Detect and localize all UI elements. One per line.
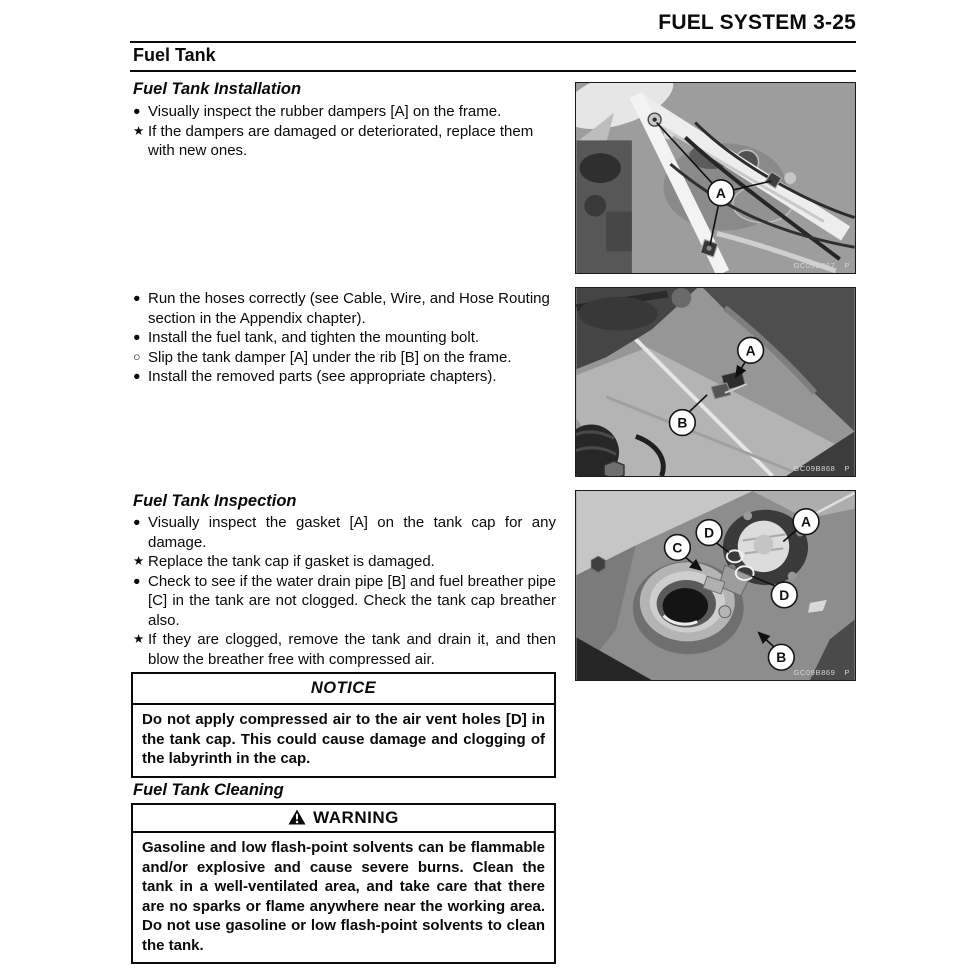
list-item: ● Visually inspect the rubber dampers [A] on the frame. <box>133 103 502 120</box>
photo-code: GC09B868 P <box>793 464 850 473</box>
warning-triangle-icon <box>288 809 306 825</box>
section-title: Fuel Tank <box>133 45 216 65</box>
list-item: ● Install the fuel tank, and tighten the mounting bolt. <box>133 329 480 346</box>
list-item: ○ Slip the tank damper [A] under the rib [B] on the frame. <box>133 348 512 366</box>
notice-header <box>133 674 554 705</box>
cleaning-title: Fuel Tank Cleaning <box>133 781 284 799</box>
warning-body: Gasoline and low flash-point solvents can be flammable and/or explosive and cause severe burns. Clean the tank in a well-ventilated area, and take care that there are no sparks or flame anywhere near the working area. Do not use gasoline or low flash-point solvents to clean the tank. <box>142 839 545 954</box>
installation-title: Fuel Tank Installation <box>133 80 302 98</box>
header-rule <box>130 41 856 43</box>
svg-text:A: A <box>745 342 756 359</box>
notice-body: Do not apply compressed air to the air vent holes [D] in the tank cap. This could cause damage and clogging of the labyrinth in the cap. <box>142 711 545 767</box>
inspection-title: Fuel Tank Inspection <box>133 492 297 510</box>
svg-text:C: C <box>672 539 683 556</box>
warning-header <box>133 805 554 833</box>
list-item: ● Check to see if the water drain pipe [B] and fuel breather pipe [C] in the tank are not clogged. Check the tank cap breather also. <box>133 572 556 629</box>
list-item: ● Visually inspect the gasket [A] on the tank cap for any damage. <box>133 514 556 551</box>
installation-steps-2 <box>133 289 556 387</box>
figure-tank-cap <box>575 490 856 681</box>
photo-code: GC09B869 P <box>793 668 850 677</box>
list-item: ● Run the hoses correctly (see Cable, Wire, and Hose Routing section in the Appendix chapter). <box>133 290 550 327</box>
tank-cap-photo <box>576 491 855 680</box>
notice-title: NOTICE <box>310 679 377 697</box>
inspection-steps <box>133 513 556 669</box>
notice-box <box>131 672 556 778</box>
callout-a <box>738 337 764 363</box>
list-item: ★ Replace the tank cap if gasket is damaged. <box>133 553 435 570</box>
list-item: ★ If they are clogged, remove the tank and drain it, and then blow the breather free with compressed air. <box>133 631 556 668</box>
star-marker: ★ <box>133 632 145 646</box>
figure-damper-rib <box>575 287 856 477</box>
bullet-marker: ● <box>133 369 141 383</box>
star-marker: ★ <box>133 123 145 138</box>
photo-code: GC09B867 P <box>793 261 850 270</box>
bullet-marker: ● <box>133 330 141 344</box>
figure-frame-dampers <box>575 82 856 274</box>
callout-a <box>793 509 819 535</box>
svg-text:A: A <box>801 513 812 530</box>
callout-d-bottom <box>771 582 797 608</box>
callout-b <box>768 644 794 670</box>
callout-a <box>708 180 734 206</box>
svg-text:D: D <box>704 524 715 541</box>
svg-text:B: B <box>677 414 688 431</box>
star-marker: ★ <box>133 554 145 568</box>
callout-d-top <box>696 520 722 546</box>
warning-title: WARNING <box>313 808 399 827</box>
installation-steps-1 <box>133 102 556 161</box>
running-header: FUEL SYSTEM 3-25 <box>658 11 856 34</box>
callout-b <box>669 410 695 436</box>
list-item: ● Install the removed parts (see appropriate chapters). <box>133 368 497 385</box>
section-rule <box>130 70 856 72</box>
list-item: ★ If the dampers are damaged or deteriorated, replace them with new ones. <box>133 122 534 159</box>
callout-c <box>665 535 691 561</box>
svg-text:D: D <box>779 586 790 603</box>
svg-text:A: A <box>715 184 726 201</box>
bullet-marker: ● <box>133 515 141 529</box>
frame-dampers-photo <box>576 83 855 273</box>
bullet-marker: ● <box>133 573 141 588</box>
tank-damper-rib-photo <box>576 288 855 476</box>
svg-text:B: B <box>776 649 787 666</box>
bullet-marker: ● <box>133 291 141 305</box>
circle-marker: ○ <box>133 349 141 364</box>
warning-box <box>131 803 556 964</box>
bullet-marker: ● <box>133 104 141 118</box>
